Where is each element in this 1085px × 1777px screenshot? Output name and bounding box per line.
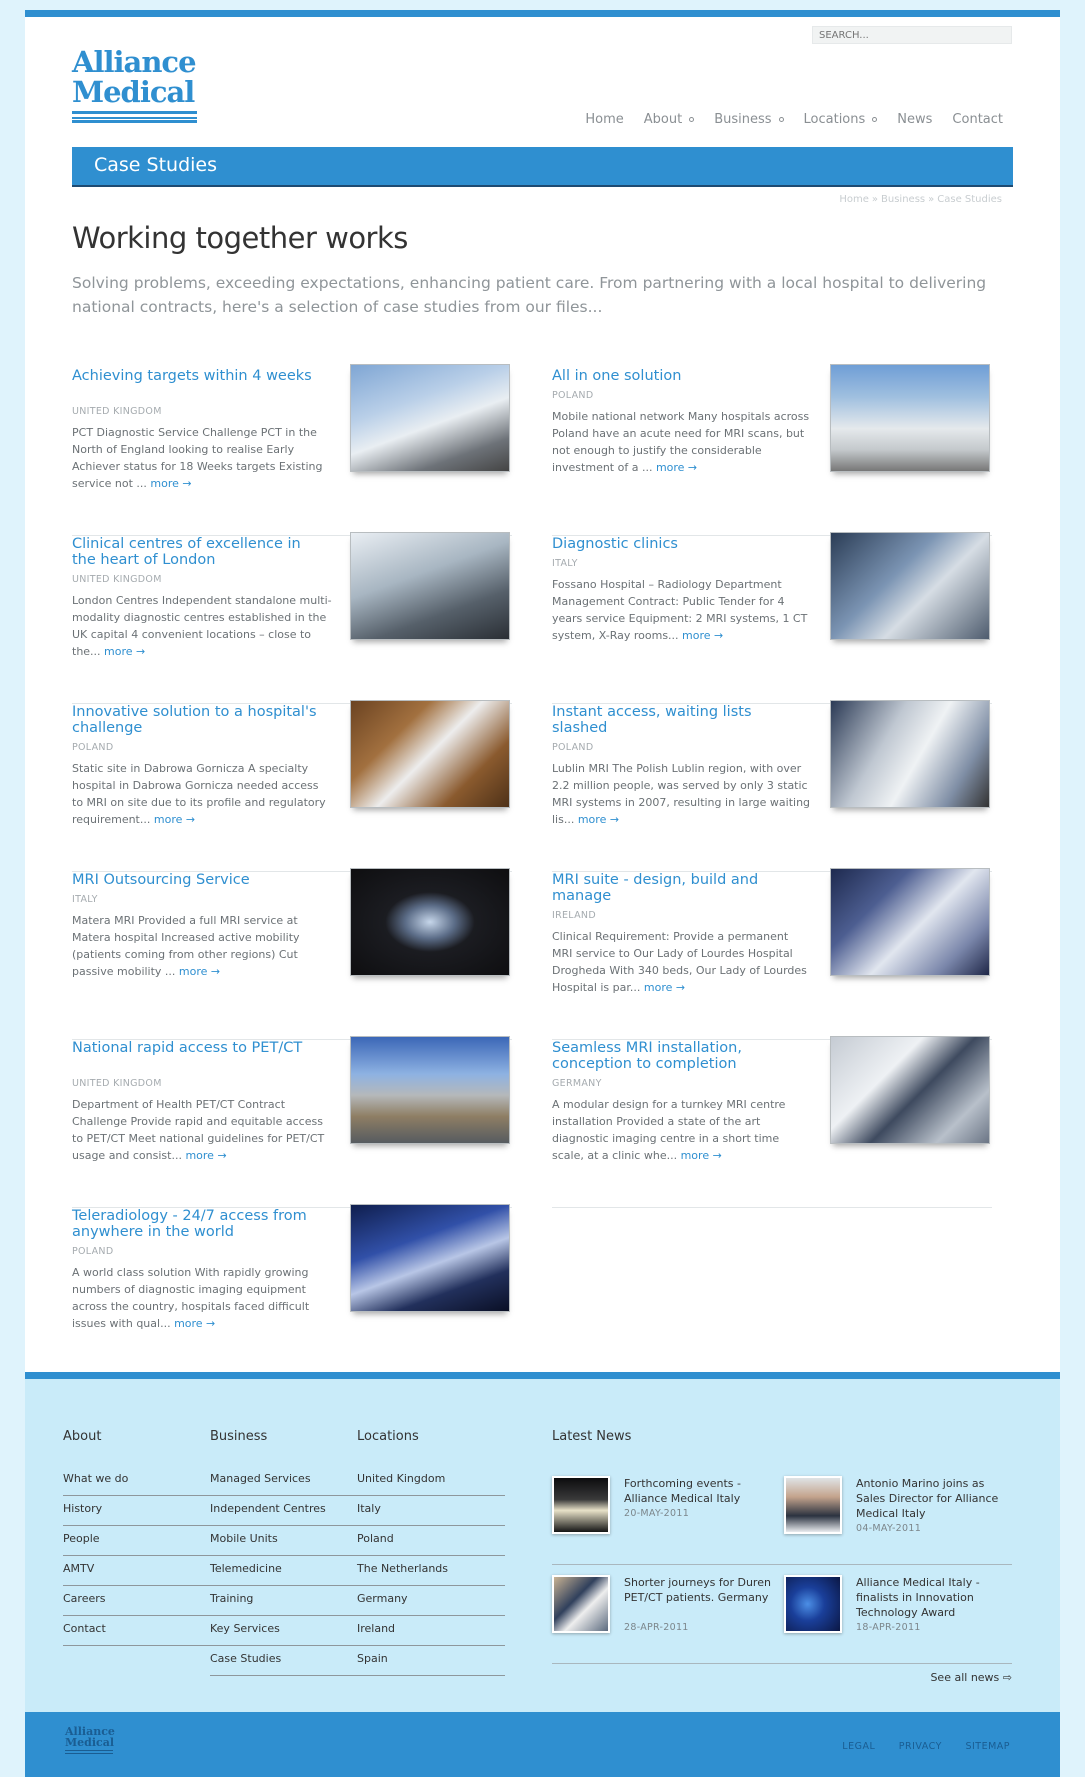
footer-link[interactable]: Germany (357, 1586, 505, 1616)
nav-contact-label: Contact (952, 112, 1003, 127)
nav-about-label: About (643, 112, 683, 127)
case-study-title[interactable]: Seamless MRI installation, conception to completion (552, 1040, 742, 1072)
case-study-excerpt (552, 1096, 812, 1164)
news-title[interactable]: Forthcoming events - Alliance Medical Italy (624, 1477, 741, 1505)
news-title[interactable]: Shorter journeys for Duren PET/CT patients. Germany (624, 1576, 771, 1604)
footer-links (357, 1466, 505, 1676)
news-date: 28-APR-2011 (624, 1622, 689, 1633)
case-study-card (72, 704, 512, 872)
news-heading: Latest News (552, 1429, 632, 1444)
case-study-card (552, 536, 992, 704)
footer-link[interactable]: Poland (357, 1526, 505, 1556)
case-study-country: IRELAND (552, 910, 596, 921)
case-study-title[interactable]: Clinical centres of excellence in the heart of London (72, 536, 301, 568)
footer-link[interactable]: United Kingdom (357, 1466, 505, 1496)
mri-suite-image (831, 869, 989, 975)
case-study-excerpt (552, 760, 812, 828)
case-study-image[interactable] (830, 700, 990, 808)
case-study-excerpt-text: A world class solution With rapidly growing numbers of diagnostic imaging equipment across the country, hospitals faced difficult issues with qual... (72, 1266, 310, 1330)
case-study-title[interactable]: National rapid access to PET/CT (72, 1040, 303, 1056)
group-photo-thumbnail[interactable] (552, 1575, 610, 1633)
award-graphic-thumbnail[interactable] (784, 1575, 842, 1633)
news-divider (552, 1663, 1012, 1664)
case-study-excerpt-text: London Centres Independent standalone multi-modality diagnostic centres established in the UK capital 4 convenient locations – close to the... (72, 594, 332, 658)
footer-logo-line1: Alliance (65, 1725, 115, 1738)
case-study-country: UNITED KINGDOM (72, 1078, 162, 1089)
search-input[interactable] (812, 26, 1012, 44)
more-link[interactable]: more → (655, 461, 698, 474)
nav-news[interactable] (897, 112, 932, 127)
footer-link[interactable]: Key Services (210, 1616, 358, 1646)
case-study-card (72, 872, 512, 1040)
case-study-title[interactable]: Teleradiology - 24/7 access from anywhere in the world (72, 1208, 307, 1240)
logo-line1: Alliance (72, 45, 196, 79)
breadcrumb-separator: » (871, 194, 879, 205)
more-link[interactable]: more → (185, 1149, 227, 1162)
news-item (552, 1575, 777, 1645)
latest-news (552, 1429, 1012, 1684)
event-poster-thumbnail[interactable] (552, 1476, 610, 1534)
breadcrumb-business[interactable]: Business (881, 194, 926, 205)
more-link[interactable]: more → (682, 629, 724, 642)
footer-heading: About (63, 1429, 102, 1444)
case-study-excerpt-text: Matera MRI Provided a full MRI service at Matera hospital Increased active mobility (patients coming from other regions) Cut passive mobility ... (72, 914, 300, 978)
footer-link[interactable]: Mobile Units (210, 1526, 358, 1556)
case-study-title[interactable]: MRI suite - design, build and manage (552, 872, 759, 904)
nav-about[interactable] (644, 112, 694, 127)
footer-column-locations (357, 1429, 505, 1676)
footer-link[interactable]: The Netherlands (357, 1556, 505, 1586)
nav-business[interactable] (714, 112, 783, 127)
footer-link[interactable]: Managed Services (210, 1466, 358, 1496)
news-item (552, 1476, 777, 1546)
case-study-excerpt-text: A modular design for a turnkey MRI centre installation Provided a state of the art diagnostic imaging centre in a short time scale, at a clinic whe... (552, 1098, 786, 1162)
nav-contact[interactable] (952, 112, 1003, 127)
breadcrumb-current: Case Studies (937, 194, 1002, 205)
dropdown-icon (689, 117, 694, 122)
footer-link[interactable]: Careers (63, 1586, 211, 1616)
case-study-excerpt (552, 576, 812, 644)
footer-link[interactable]: Spain (357, 1646, 505, 1676)
see-all-news-link[interactable]: See all news ⇨ (930, 1671, 1012, 1684)
footer-column-business (210, 1429, 358, 1676)
news-date: 18-APR-2011 (856, 1622, 921, 1633)
footer-link[interactable]: Telemedicine (210, 1556, 358, 1586)
footer-column-about (63, 1429, 211, 1646)
more-link[interactable]: more → (680, 1149, 722, 1162)
building-exterior-image (351, 1037, 509, 1143)
footer-logo[interactable] (65, 1726, 115, 1754)
case-study-title[interactable]: Instant access, waiting lists slashed (552, 704, 752, 736)
case-study-country: GERMANY (552, 1078, 602, 1089)
case-study-excerpt (72, 1096, 332, 1164)
case-study-country: UNITED KINGDOM (72, 406, 162, 417)
nav-news-label: News (897, 112, 933, 127)
news-item (784, 1476, 1009, 1546)
news-divider (552, 1564, 1012, 1565)
logo-bars (72, 111, 197, 123)
dropdown-icon (779, 117, 784, 122)
page-container (25, 10, 1060, 1770)
nav-home-label: Home (585, 112, 624, 127)
footer-links (63, 1466, 211, 1646)
nav-home[interactable] (585, 112, 623, 127)
breadcrumb-home[interactable]: Home (839, 194, 869, 205)
footer-link[interactable]: Contact (63, 1616, 211, 1646)
footer-link[interactable]: AMTV (63, 1556, 211, 1586)
radiology-workstation-image (351, 1205, 509, 1311)
logo-line2: Medical (72, 75, 195, 109)
nhs-mobile-unit-image (351, 365, 509, 471)
case-study-excerpt (72, 912, 332, 980)
mri-installation-image (831, 1037, 989, 1143)
nav-locations[interactable] (804, 112, 878, 127)
case-study-image[interactable] (350, 1036, 510, 1144)
case-study-image[interactable] (830, 532, 990, 640)
more-link[interactable]: more → (150, 477, 192, 490)
case-study-country: POLAND (552, 390, 594, 401)
case-study-card (72, 1040, 512, 1208)
banner-title: Case Studies (94, 154, 218, 176)
footer (25, 1372, 1060, 1712)
mri-machine-closeup-image (831, 701, 989, 807)
case-study-title[interactable]: Innovative solution to a hospital's challenge (72, 704, 317, 736)
case-study-excerpt-text: PCT Diagnostic Service Challenge PCT in the North of England looking to realise Early Achiever status for 18 Weeks targets Existing service not ... (72, 426, 323, 490)
more-link[interactable]: more → (153, 813, 196, 826)
case-study-excerpt-text: Static site in Dabrowa Gornicza A specialty hospital in Dabrowa Gornicza needed access to MRI on site due to its profile and regulatory requirement... (72, 762, 326, 826)
mobile-unit-hospital-image (831, 365, 989, 471)
news-date: 04-MAY-2011 (856, 1523, 922, 1534)
footer-link[interactable]: Independent Centres (210, 1496, 358, 1526)
case-study-card (552, 704, 992, 872)
case-study-image[interactable] (350, 532, 510, 640)
case-study-country: POLAND (72, 1246, 114, 1257)
more-link[interactable]: more → (104, 645, 146, 658)
footer-heading: Business (210, 1429, 268, 1444)
footer-link[interactable]: History (63, 1496, 211, 1526)
legal-links (822, 1741, 1010, 1752)
main-nav (565, 112, 1003, 127)
case-study-card (552, 1040, 992, 1208)
case-study-excerpt (552, 928, 812, 996)
case-study-excerpt (72, 592, 332, 660)
footer-link[interactable]: Italy (357, 1496, 505, 1526)
footer-link[interactable]: What we do (63, 1466, 211, 1496)
case-study-image[interactable] (830, 1036, 990, 1144)
case-study-title[interactable]: Diagnostic clinics (552, 536, 678, 552)
bottom-bar (25, 1712, 1060, 1777)
footer-link[interactable]: Training (210, 1586, 358, 1616)
page-banner (72, 147, 1013, 187)
case-study-excerpt (72, 760, 332, 828)
case-study-image[interactable] (830, 868, 990, 976)
news-title[interactable]: Antonio Marino joins as Sales Director for Alliance Medical Italy (856, 1477, 999, 1520)
staff-in-corridor-image (351, 533, 509, 639)
case-study-image[interactable] (350, 700, 510, 808)
news-item (784, 1575, 1009, 1645)
case-study-title[interactable]: MRI Outsourcing Service (72, 872, 250, 888)
case-study-country: POLAND (72, 742, 114, 753)
case-study-excerpt (552, 408, 812, 476)
breadcrumb-separator: » (928, 194, 935, 205)
footer-link[interactable]: Case Studies (210, 1646, 358, 1676)
case-study-country: POLAND (552, 742, 594, 753)
legal-link[interactable]: LEGAL (842, 1741, 876, 1752)
more-link[interactable]: more → (174, 1317, 216, 1330)
dropdown-icon (872, 117, 877, 122)
more-link[interactable]: more → (577, 813, 620, 826)
case-study-image[interactable] (350, 868, 510, 976)
sitemap-link[interactable]: SITEMAP (965, 1741, 1010, 1752)
case-study-excerpt-text: Lublin MRI The Polish Lublin region, with over 2.2 million people, was served by only 3 static MRI systems in 2007, resulting in large waiting lis... (552, 762, 811, 826)
footer-logo-line2: Medical (65, 1736, 115, 1749)
case-study-excerpt-text: Mobile national network Many hospitals across Poland have an acute need for MRI scans, but not enough to justify the considerable investment of a ... (552, 410, 810, 474)
nav-business-label: Business (714, 112, 772, 127)
intro-text: Solving problems, exceeding expectations, enhancing patient care. From partnering with a local hospital to delivering national contracts, here's a selection of case studies from our files... (72, 274, 987, 316)
page-title: Working together works (72, 221, 408, 255)
case-study-card (552, 872, 992, 1040)
case-study-excerpt (72, 1264, 332, 1332)
case-study-excerpt-text: Fossano Hospital – Radiology Department Management Contract: Public Tender for 4 years service Equipment: 2 MRI systems, 1 CT system, X-Ray rooms... (552, 578, 808, 642)
case-study-image[interactable] (830, 364, 990, 472)
nav-locations-label: Locations (803, 112, 866, 127)
slippers-on-bench-image (351, 701, 509, 807)
case-study-image[interactable] (350, 364, 510, 472)
case-study-country: ITALY (552, 558, 578, 569)
case-study-country: ITALY (72, 894, 98, 905)
case-study-excerpt-text: Clinical Requirement: Provide a permanent MRI service to Our Lady of Lourdes Hospital Drogheda With 340 beds, Our Lady of Lourdes Hospital is par... (552, 930, 807, 994)
xray-room-image (831, 533, 989, 639)
footer-logo-bars (65, 1750, 113, 1754)
news-title[interactable]: Alliance Medical Italy - finalists in Innovation Technology Award (856, 1576, 980, 1619)
footer-link[interactable]: Ireland (357, 1616, 505, 1646)
case-study-card (552, 368, 992, 536)
case-study-card (72, 536, 512, 704)
news-date: 20-MAY-2011 (624, 1508, 690, 1519)
footer-heading: Locations (357, 1429, 419, 1444)
footer-links (210, 1466, 358, 1676)
case-study-title[interactable]: All in one solution (552, 368, 682, 384)
logo[interactable] (72, 47, 197, 123)
portrait-thumbnail[interactable] (784, 1476, 842, 1534)
case-study-excerpt (72, 424, 332, 492)
case-study-excerpt-text: Department of Health PET/CT Contract Challenge Provide rapid and equitable access to PET/CT Meet national guidelines for PET/CT usage and consist... (72, 1098, 325, 1162)
case-study-card (72, 368, 512, 536)
more-link[interactable]: more → (178, 965, 221, 978)
case-study-title[interactable]: Achieving targets within 4 weeks (72, 368, 312, 384)
case-study-image[interactable] (350, 1204, 510, 1312)
breadcrumb (839, 194, 1002, 205)
brain-scan-image (351, 869, 509, 975)
footer-link[interactable]: People (63, 1526, 211, 1556)
case-study-country: UNITED KINGDOM (72, 574, 162, 585)
case-study-card (72, 1208, 512, 1376)
more-link[interactable]: more → (643, 981, 686, 994)
privacy-link[interactable]: PRIVACY (898, 1741, 942, 1752)
